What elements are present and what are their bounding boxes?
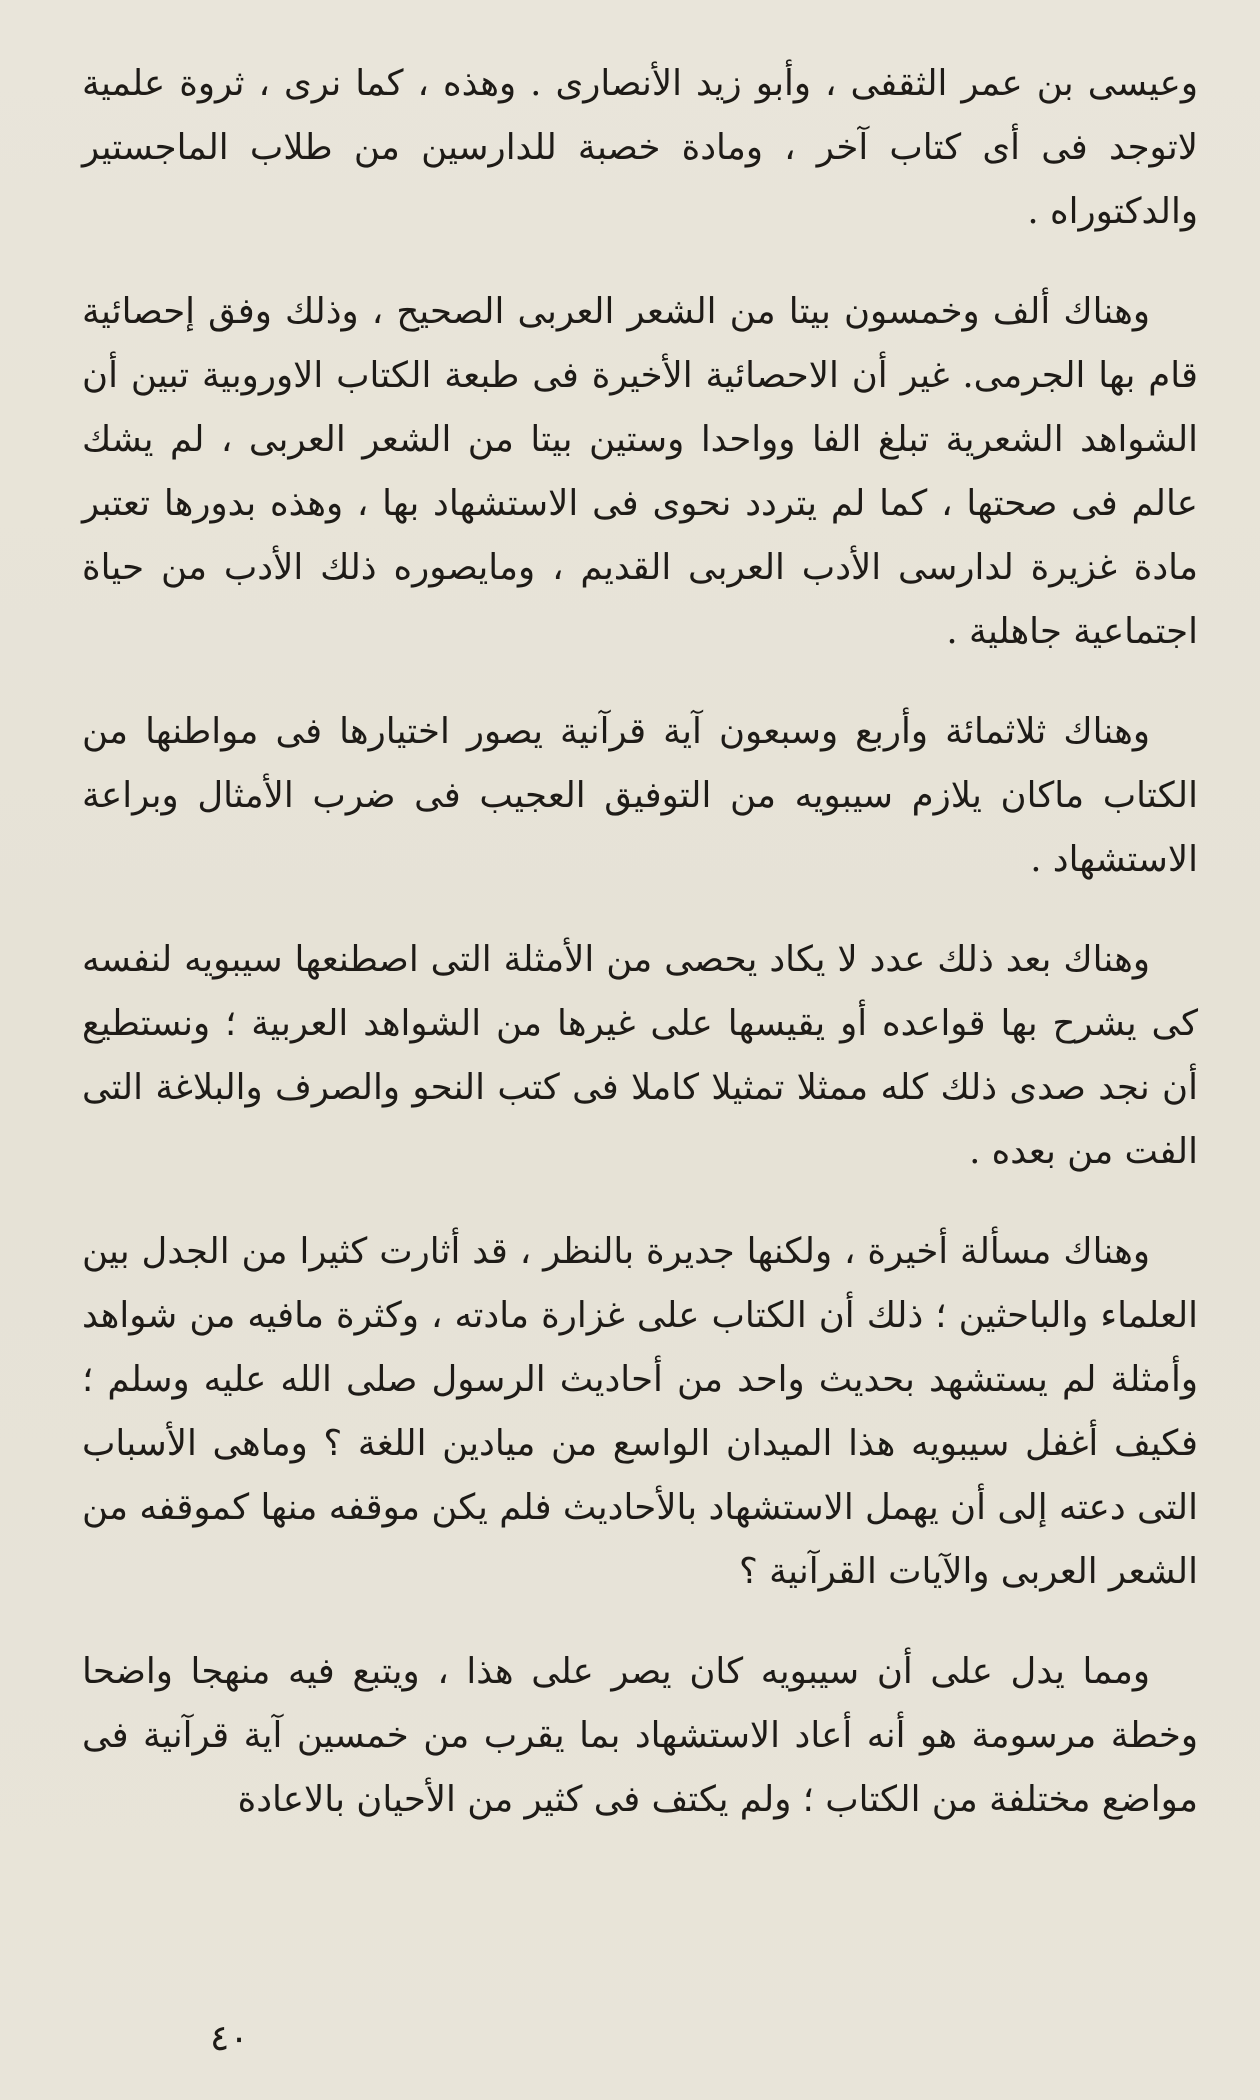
paragraph-4: وهناك بعد ذلك عدد لا يكاد يحصى من الأمثلة التى اصطنعها سيبويه لنفسه كى يشرح بها قواعده أو يقيسها على غيرها من الشواهد العربية ؛ ونستطيع أن نجد صدى ذلك كله ممثلا تمثيلا كاملا فى كتب النحو والصرف والبلاغة التى الفت من بعده . bbox=[82, 939, 1198, 1172]
paragraph-6: ومما يدل على أن سيبويه كان يصر على هذا ، ويتبع فيه منهجا واضحا وخطة مرسومة هو أنه أعاد الاستشهاد بما يقرب من خمسين آية قرآنية فى مواضع مختلفة من الكتاب ؛ ولم يكتف فى كثير من الأحيان بالاعادة bbox=[82, 1651, 1198, 1820]
body-text bbox=[82, 52, 1198, 1868]
paragraph-3: وهناك ثلاثمائة وأربع وسبعون آية قرآنية يصور اختيارها فى مواطنها من الكتاب ماكان يلازم سيبويه من التوفيق العجيب فى ضرب الأمثال وبراعة الاستشهاد . bbox=[82, 711, 1198, 880]
page-number: ٤٠ bbox=[210, 2018, 249, 2059]
paragraph-5: وهناك مسألة أخيرة ، ولكنها جديرة بالنظر ، قد أثارت كثيرا من الجدل بين العلماء والباحثين ؛ ذلك أن الكتاب على غزارة مادته ، وكثرة مافيه من شواهد وأمثلة لم يستشهد بحديث واحد من أحاديث الرسول صلى الله عليه وسلم ؛ فكيف أغفل سيبويه هذا الميدان الواسع من ميادين اللغة ؟ وماهى الأسباب التى دعته إلى أن يهمل الاستشهاد بالأحاديث فلم يكن موقفه منها كموقفه من الشعر العربى والآيات القرآنية ؟ bbox=[82, 1231, 1198, 1592]
paragraph-1: وعيسى بن عمر الثقفى ، وأبو زيد الأنصارى . وهذه ، كما نرى ، ثروة علمية لاتوجد فى أى كتاب آخر ، ومادة خصبة للدارسين من طلاب الماجستير والدكتوراه . bbox=[82, 63, 1198, 232]
paragraph-2: وهناك ألف وخمسون بيتا من الشعر العربى الصحيح ، وذلك وفق إحصائية قام بها الجرمى. غير أن الاحصائية الأخيرة فى طبعة الكتاب الاوروبية تبين أن الشواهد الشعرية تبلغ الفا وواحدا وستين بيتا من الشعر العربى ، لم يشك عالم فى صحتها ، كما لم يتردد نحوى فى الاستشهاد بها ، وهذه بدورها تعتبر مادة غزيرة لدارسى الأدب العربى القديم ، ومايصوره ذلك الأدب من حياة اجتماعية جاهلية . bbox=[82, 291, 1198, 652]
